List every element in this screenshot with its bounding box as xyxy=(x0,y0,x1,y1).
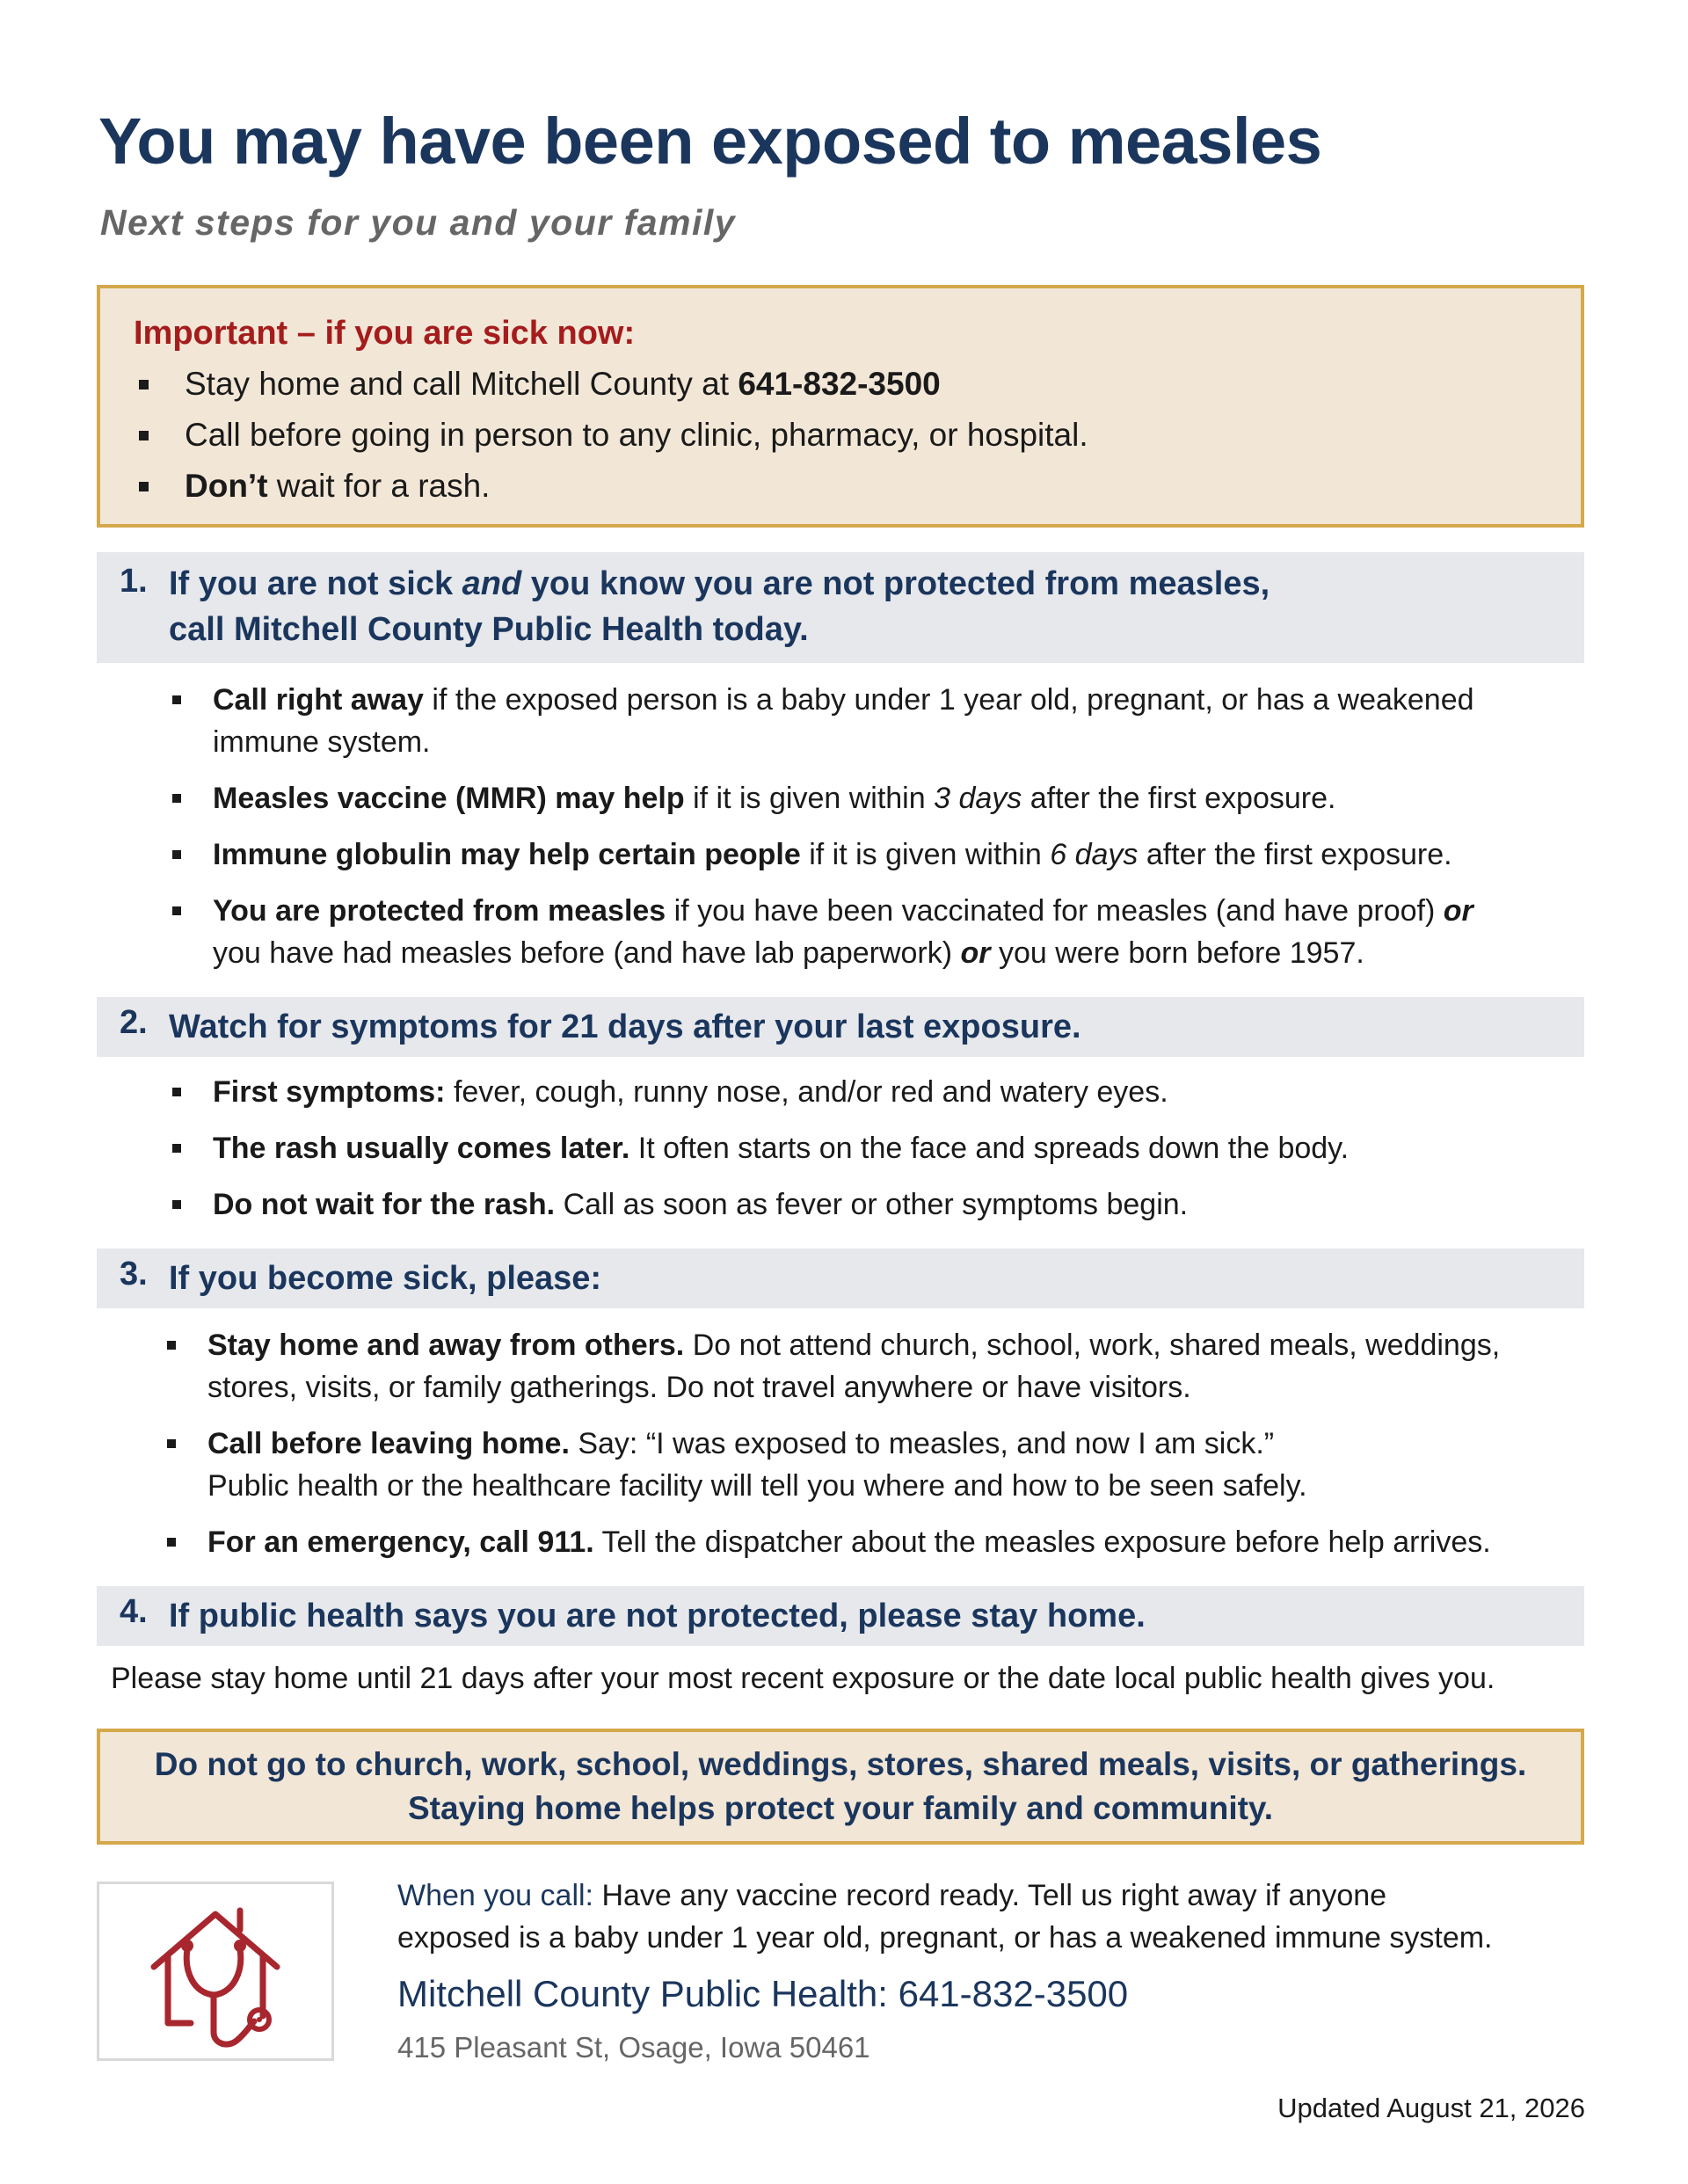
bullet-icon xyxy=(172,794,181,803)
section-1-heading-line-1 xyxy=(169,561,1270,607)
page-title: You may have been exposed to measles xyxy=(98,105,1322,178)
section-2-number: 2. xyxy=(120,1004,148,1041)
section-1-bullet-2 xyxy=(213,777,1335,819)
important-heading: Important – if you are sick now: xyxy=(134,315,636,352)
bullet-text: Call as soon as fever or other symptoms begin. xyxy=(555,1188,1189,1221)
call-text: Have any vaccine record ready. Tell us right away if anyone xyxy=(593,1879,1387,1912)
bullet-bold: Call right away xyxy=(213,683,424,717)
bullet-text: after the first exposure. xyxy=(1138,838,1452,871)
bullet-text: immune system. xyxy=(213,725,431,759)
bullet-text: you were born before 1957. xyxy=(990,936,1364,970)
section-4-number: 4. xyxy=(120,1593,148,1630)
bullet-text: Tell the dispatcher about the measles exposure before help arrives. xyxy=(593,1525,1491,1559)
bullet-text: if you have been vaccinated for measles (and have proof) xyxy=(666,894,1444,928)
warning-line-1: Do not go to church, work, school, weddings, stores, shared meals, visits, or gatherings. xyxy=(154,1746,1527,1782)
important-box xyxy=(97,285,1584,528)
section-3-bullet-3 xyxy=(207,1521,1491,1563)
bullet-icon xyxy=(172,1088,181,1096)
section-2-header xyxy=(97,997,1584,1057)
bullet-bold: First symptoms: xyxy=(213,1075,446,1109)
bullet-text: if the exposed person is a baby under 1 year old, pregnant, or has a weakened xyxy=(423,683,1474,717)
important-item-2 xyxy=(185,417,1088,454)
bullet-icon xyxy=(172,850,181,859)
address: 415 Pleasant St, Osage, Iowa 50461 xyxy=(397,2031,870,2064)
page-subtitle: Next steps for you and your family xyxy=(100,202,737,243)
section-3-bullet-2 xyxy=(207,1423,1307,1507)
bullet-or: or xyxy=(960,936,991,970)
bullet-icon xyxy=(139,482,149,491)
bullet-bold: Measles vaccine (MMR) may help xyxy=(213,782,685,815)
bullet-text: stores, visits, or family gatherings. Do not travel anywhere or have visitors. xyxy=(207,1371,1191,1404)
important-item-3 xyxy=(185,468,490,505)
bullet-text: if it is given within xyxy=(800,838,1051,871)
section-1-bullet-1 xyxy=(213,679,1474,763)
important-item-1-text: Stay home and call Mitchell County at xyxy=(185,366,738,402)
section-2-bullet-1 xyxy=(213,1071,1168,1113)
section-1-heading-emphasis: and xyxy=(462,565,522,602)
call-instructions-line-2: exposed is a baby under 1 year old, pregnant, or has a weakened immune system. xyxy=(397,1921,1493,1955)
important-item-3-bold: Don’t xyxy=(185,468,268,504)
section-1-bullet-4 xyxy=(213,890,1473,974)
section-1-number: 1. xyxy=(120,563,148,600)
bullet-icon xyxy=(167,1341,176,1350)
bullet-bold: The rash usually comes later. xyxy=(213,1132,630,1165)
bullet-icon xyxy=(139,431,149,440)
warning-box xyxy=(97,1729,1584,1845)
section-1-bullet-3 xyxy=(213,834,1452,876)
important-item-2-text: Call before going in person to any clinic, pharmacy, or hospital. xyxy=(185,417,1088,453)
section-2-bullet-3 xyxy=(213,1183,1188,1226)
bullet-bold: For an emergency, call 911. xyxy=(207,1525,594,1559)
section-4-header xyxy=(97,1586,1584,1646)
section-1-heading-part: If you are not sick xyxy=(169,565,462,602)
section-1-heading-line-2: call Mitchell County Public Health today. xyxy=(169,611,809,648)
bullet-or: or xyxy=(1443,894,1473,928)
bullet-text: you have had measles before (and have lab paperwork) xyxy=(213,936,961,970)
bullet-text: Say: “I was exposed to measles, and now I am sick.” xyxy=(569,1427,1275,1460)
bullet-bold: You are protected from measles xyxy=(213,894,666,928)
bullet-icon xyxy=(167,1439,176,1448)
warning-line-2: Staying home helps protect your family and community. xyxy=(407,1790,1274,1826)
bullet-text: It often starts on the face and spreads down the body. xyxy=(629,1132,1350,1165)
house-stethoscope-icon xyxy=(99,1884,331,2058)
section-2-heading: Watch for symptoms for 21 days after your last exposure. xyxy=(169,1008,1081,1045)
bullet-icon xyxy=(139,380,149,389)
bullet-text: after the first exposure. xyxy=(1022,782,1336,815)
bullet-text: Public health or the healthcare facility will tell you where and how to be seen safely. xyxy=(207,1469,1307,1503)
bullet-text: fever, cough, runny nose, and/or red and watery eyes. xyxy=(445,1075,1168,1109)
section-3-bullet-1 xyxy=(207,1324,1500,1409)
section-3-number: 3. xyxy=(120,1256,148,1292)
section-3-heading: If you become sick, please: xyxy=(169,1260,602,1297)
updated-date: Updated August 21, 2026 xyxy=(1277,2093,1585,2123)
important-phone: 641-832-3500 xyxy=(738,366,941,402)
section-1-header xyxy=(97,552,1584,663)
bullet-bold: Immune globulin may help certain people xyxy=(213,838,801,871)
important-item-1 xyxy=(185,366,941,403)
bullet-text: Do not attend church, school, work, shared meals, weddings, xyxy=(684,1329,1501,1362)
important-item-3-text: wait for a rash. xyxy=(267,468,491,504)
bullet-bold: Do not wait for the rash. xyxy=(213,1188,556,1221)
bullet-bold: Call before leaving home. xyxy=(207,1427,570,1460)
bullet-icon xyxy=(172,695,181,704)
call-instructions-line-1 xyxy=(397,1875,1386,1917)
bullet-text: if it is given within xyxy=(684,782,935,815)
section-1-heading-part: you know you are not protected from measles, xyxy=(521,565,1270,602)
bullet-icon xyxy=(172,1144,181,1153)
bullet-italic: 6 days xyxy=(1050,838,1139,871)
section-2-bullet-2 xyxy=(213,1127,1349,1169)
bullet-bold: Stay home and away from others. xyxy=(207,1329,685,1362)
bullet-icon xyxy=(172,1200,181,1209)
logo xyxy=(97,1882,334,2061)
stay-home-text: Please stay home until 21 days after your most recent exposure or the date local public health gives you. xyxy=(111,1662,1495,1695)
bullet-icon xyxy=(167,1538,176,1547)
call-label: When you call: xyxy=(397,1879,593,1912)
bullet-italic: 3 days xyxy=(934,782,1022,815)
section-4-heading: If public health says you are not protected, please stay home. xyxy=(169,1598,1146,1634)
section-3-header xyxy=(97,1249,1584,1308)
contact-phone: Mitchell County Public Health: 641-832-3500 xyxy=(397,1973,1129,2014)
bullet-icon xyxy=(172,906,181,915)
